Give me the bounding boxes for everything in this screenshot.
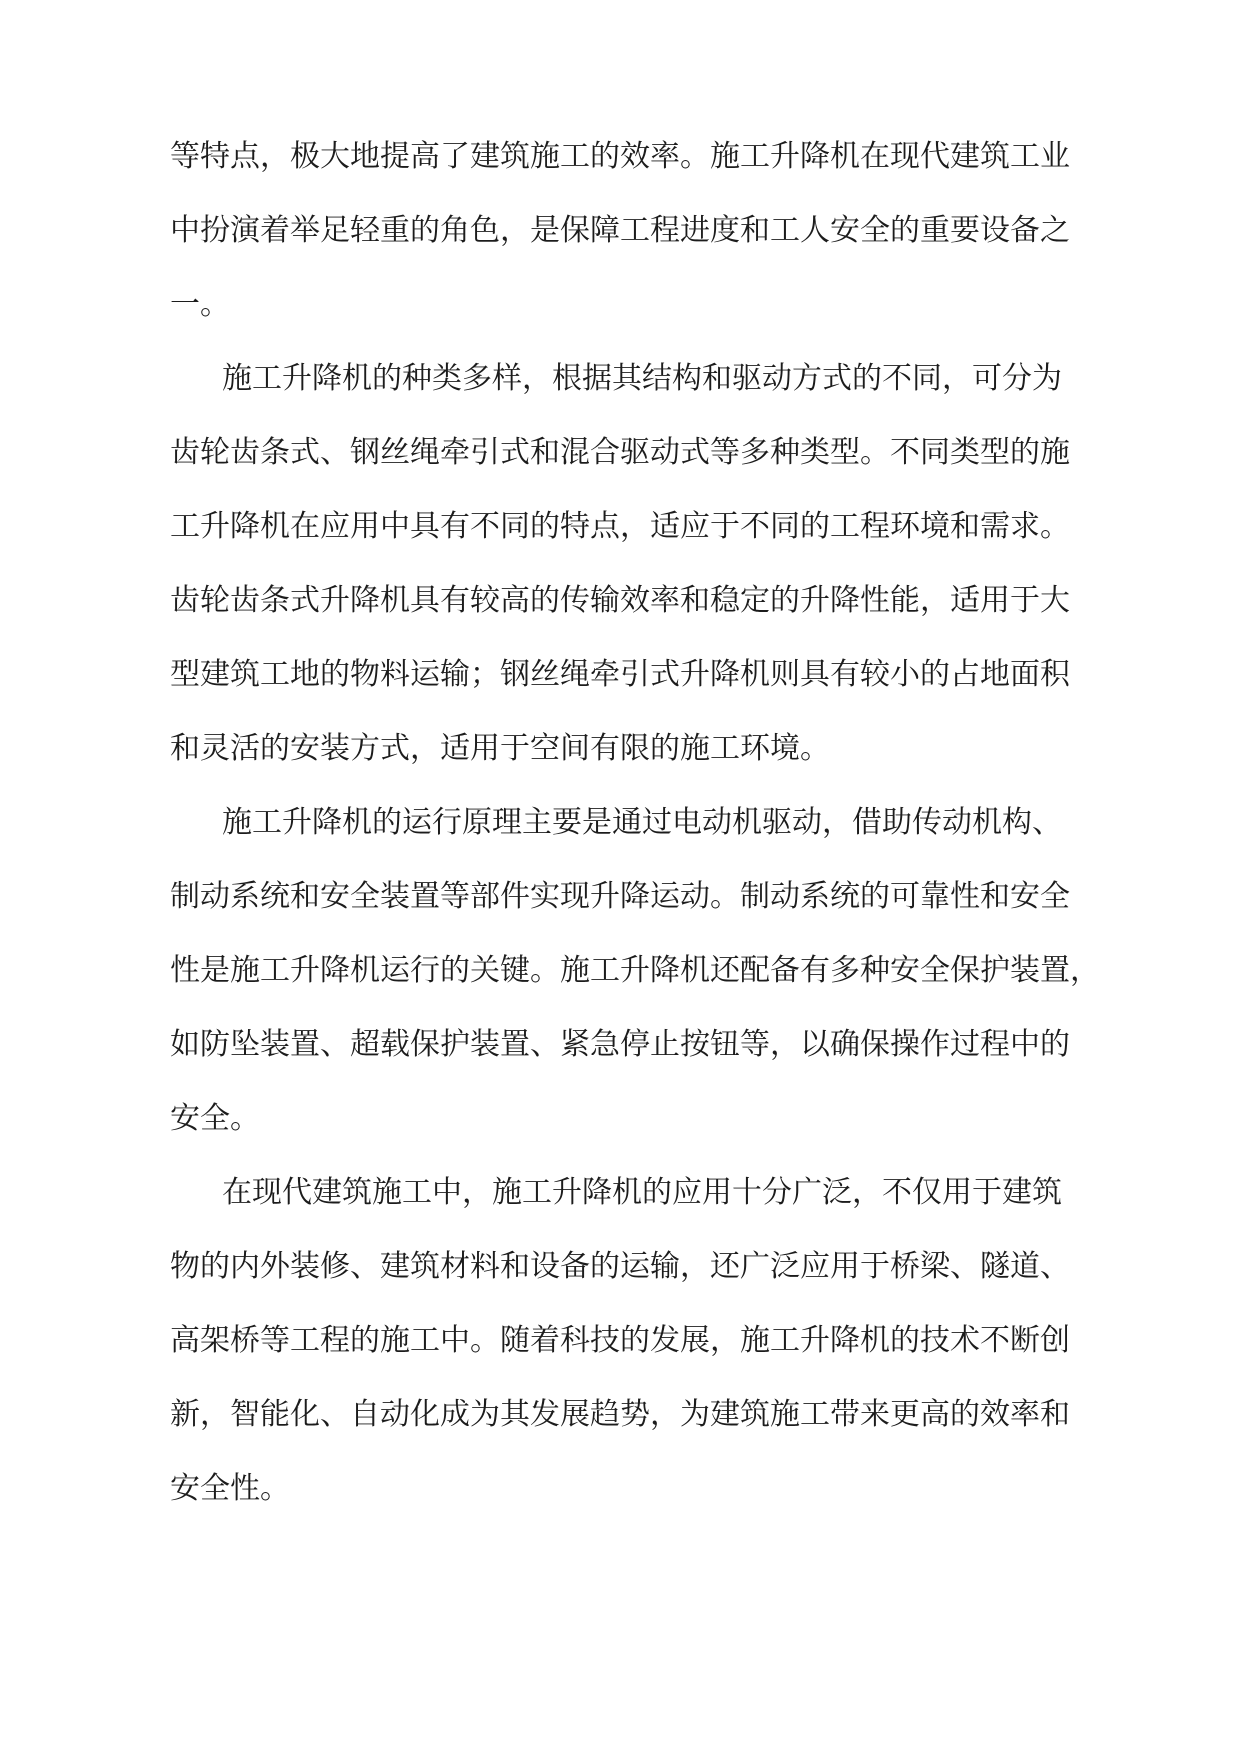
text-line: 齿轮齿条式升降机具有较高的传输效率和稳定的升降性能，适用于大 [170,583,1070,618]
text-line: 等特点，极大地提高了建筑施工的效率。施工升降机在现代建筑工业 [170,139,1070,174]
text-line: 型建筑工地的物料运输；钢丝绳牵引式升降机则具有较小的占地面积 [170,657,1070,692]
text-line: 在现代建筑施工中，施工升降机的应用十分广泛，不仅用于建筑 [222,1175,1062,1210]
text-line: 齿轮齿条式、钢丝绳牵引式和混合驱动式等多种类型。不同类型的施 [170,435,1070,470]
text-line: 高架桥等工程的施工中。随着科技的发展，施工升降机的技术不断创 [170,1323,1070,1358]
text-line: 物的内外装修、建筑材料和设备的运输，还广泛应用于桥梁、隧道、 [170,1249,1070,1284]
text-line: 性是施工升降机运行的关键。施工升降机还配备有多种安全保护装置， [170,953,1100,988]
text-line: 安全性。 [170,1471,290,1506]
text-line: 制动系统和安全装置等部件实现升降运动。制动系统的可靠性和安全 [170,879,1070,914]
text-line: 安全。 [170,1101,260,1136]
text-line: 如防坠装置、超载保护装置、紧急停止按钮等，以确保操作过程中的 [170,1027,1070,1062]
text-line: 工升降机在应用中具有不同的特点，适应于不同的工程环境和需求。 [170,509,1070,544]
text-line: 和灵活的安装方式，适用于空间有限的施工环境。 [170,731,830,766]
text-line: 施工升降机的运行原理主要是通过电动机驱动，借助传动机构、 [222,805,1062,840]
text-line: 施工升降机的种类多样，根据其结构和驱动方式的不同，可分为 [222,361,1062,396]
text-line: 一。 [170,287,230,322]
text-line: 新，智能化、自动化成为其发展趋势，为建筑施工带来更高的效率和 [170,1397,1070,1432]
text-line: 中扮演着举足轻重的角色，是保障工程进度和工人安全的重要设备之 [170,213,1070,248]
